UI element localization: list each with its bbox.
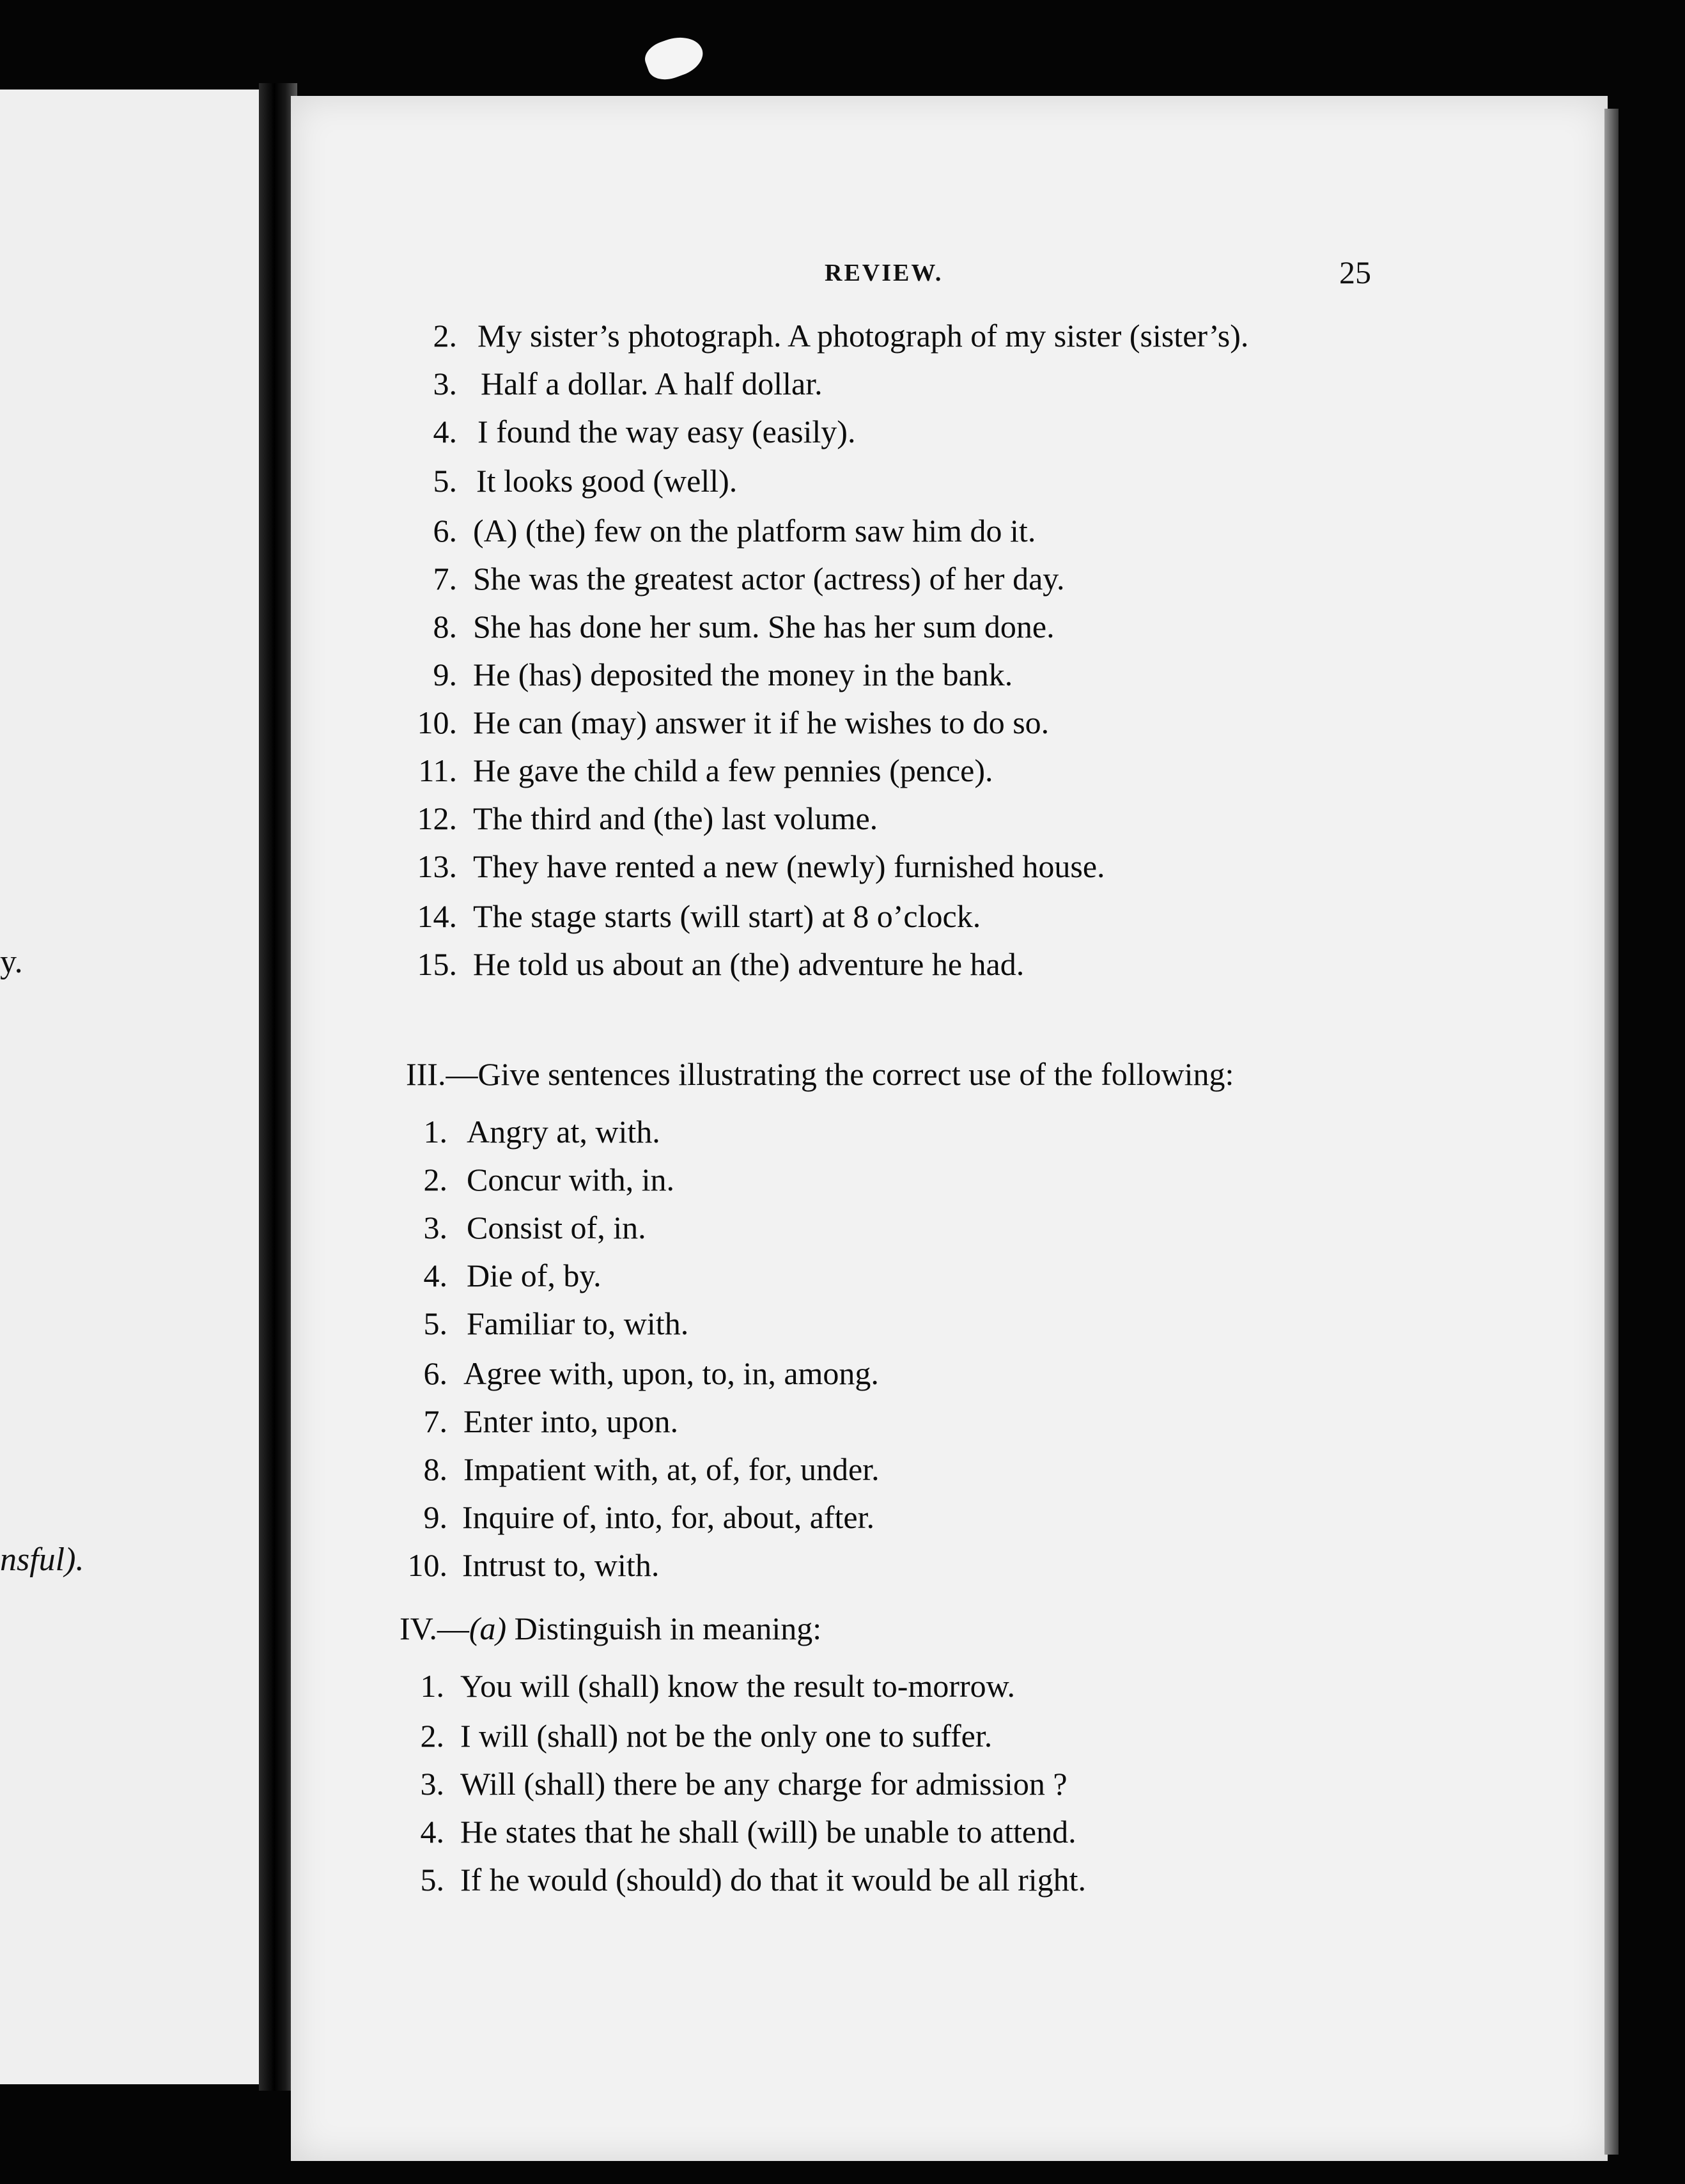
item-number: 4. bbox=[433, 414, 457, 449]
item-text: Concur with, in. bbox=[467, 1162, 674, 1197]
item-number: 6. bbox=[433, 513, 457, 549]
item-text: The stage starts (will start) at 8 o’clock. bbox=[473, 898, 981, 934]
item-number: 11. bbox=[418, 753, 457, 788]
item-text: Will (shall) there be any charge for admission ? bbox=[460, 1766, 1068, 1802]
item-number: 8. bbox=[423, 1451, 447, 1487]
item-text: I will (shall) not be the only one to suffer. bbox=[460, 1718, 993, 1754]
item-text: My sister’s photograph. A photograph of my sister (sister’s). bbox=[478, 318, 1249, 354]
item-text: Enter into, upon. bbox=[463, 1403, 679, 1439]
item-number: 13. bbox=[417, 848, 457, 884]
left-facing-page bbox=[0, 90, 259, 2084]
item-number: 7. bbox=[423, 1403, 447, 1439]
item-number: 5. bbox=[433, 463, 457, 499]
item-text: He (has) deposited the money in the bank. bbox=[473, 657, 1013, 692]
left-page-fragment: nsful). bbox=[0, 1541, 84, 1578]
item-text: Angry at, with. bbox=[467, 1114, 660, 1150]
item-number: 10. bbox=[407, 1547, 447, 1583]
section-heading: III.—Give sentences illustrating the correct use of the following: bbox=[406, 1056, 1234, 1092]
item-text: Die of, by. bbox=[467, 1258, 602, 1293]
item-number: 3. bbox=[420, 1766, 444, 1802]
item-number: 7. bbox=[433, 561, 457, 597]
item-text: It looks good (well). bbox=[476, 463, 738, 499]
item-text: Half a dollar. A half dollar. bbox=[481, 366, 823, 402]
item-text: The third and (the) last volume. bbox=[473, 800, 878, 836]
page-edge-shadow bbox=[1604, 109, 1619, 2155]
item-number: 14. bbox=[417, 898, 457, 934]
item-text: (A) (the) few on the platform saw him do it. bbox=[473, 513, 1036, 549]
item-text: They have rented a new (newly) furnished house. bbox=[473, 848, 1105, 884]
item-text: He states that he shall (will) be unable to attend. bbox=[460, 1814, 1076, 1850]
item-text: I found the way easy (easily). bbox=[478, 414, 856, 449]
item-number: 1. bbox=[420, 1668, 444, 1704]
item-number: 15. bbox=[417, 946, 457, 982]
item-number: 1. bbox=[423, 1114, 447, 1150]
item-text: You will (shall) know the result to-morrow. bbox=[460, 1668, 1015, 1704]
page-header bbox=[291, 254, 1608, 297]
item-number: 9. bbox=[433, 657, 457, 692]
item-number: 10. bbox=[417, 705, 457, 740]
item-text: Agree with, upon, to, in, among. bbox=[463, 1355, 879, 1391]
scan-blemish bbox=[641, 29, 708, 85]
item-text: He can (may) answer it if he wishes to do so. bbox=[473, 705, 1050, 740]
item-number: 3. bbox=[423, 1210, 447, 1245]
item-number: 2. bbox=[420, 1718, 444, 1754]
item-number: 4. bbox=[420, 1814, 444, 1850]
item-number: 2. bbox=[423, 1162, 447, 1197]
page-number: 25 bbox=[1339, 254, 1371, 290]
item-number: 6. bbox=[423, 1355, 447, 1391]
item-number: 5. bbox=[420, 1862, 444, 1898]
item-number: 8. bbox=[433, 609, 457, 644]
section-heading-letter: (a) bbox=[469, 1611, 507, 1646]
item-text: Impatient with, at, of, for, under. bbox=[463, 1451, 880, 1487]
item-text: If he would (should) do that it would be all right. bbox=[460, 1862, 1087, 1898]
running-head: REVIEW. bbox=[825, 260, 943, 286]
item-number: 12. bbox=[417, 800, 457, 836]
item-text: Intrust to, with. bbox=[462, 1547, 660, 1583]
item-text: She has done her sum. She has her sum done. bbox=[473, 609, 1055, 644]
item-number: 3. bbox=[433, 366, 457, 402]
item-text: He gave the child a few pennies (pence). bbox=[473, 753, 993, 788]
item-number: 5. bbox=[423, 1306, 447, 1341]
item-text: He told us about an (the) adventure he had. bbox=[473, 946, 1025, 982]
item-text: She was the greatest actor (actress) of her day. bbox=[473, 561, 1065, 597]
section-heading-text: Distinguish in meaning: bbox=[506, 1611, 822, 1646]
item-number: 2. bbox=[433, 318, 457, 354]
item-number: 4. bbox=[423, 1258, 447, 1293]
left-page-fragment: y. bbox=[0, 944, 23, 980]
item-text: Consist of, in. bbox=[467, 1210, 646, 1245]
item-text: Inquire of, into, for, about, after. bbox=[462, 1499, 875, 1535]
section-heading-prefix: IV.— bbox=[400, 1611, 469, 1646]
item-number: 9. bbox=[423, 1499, 447, 1535]
item-text: Familiar to, with. bbox=[467, 1306, 689, 1341]
right-page bbox=[291, 96, 1608, 2161]
section-heading bbox=[400, 1609, 821, 1648]
